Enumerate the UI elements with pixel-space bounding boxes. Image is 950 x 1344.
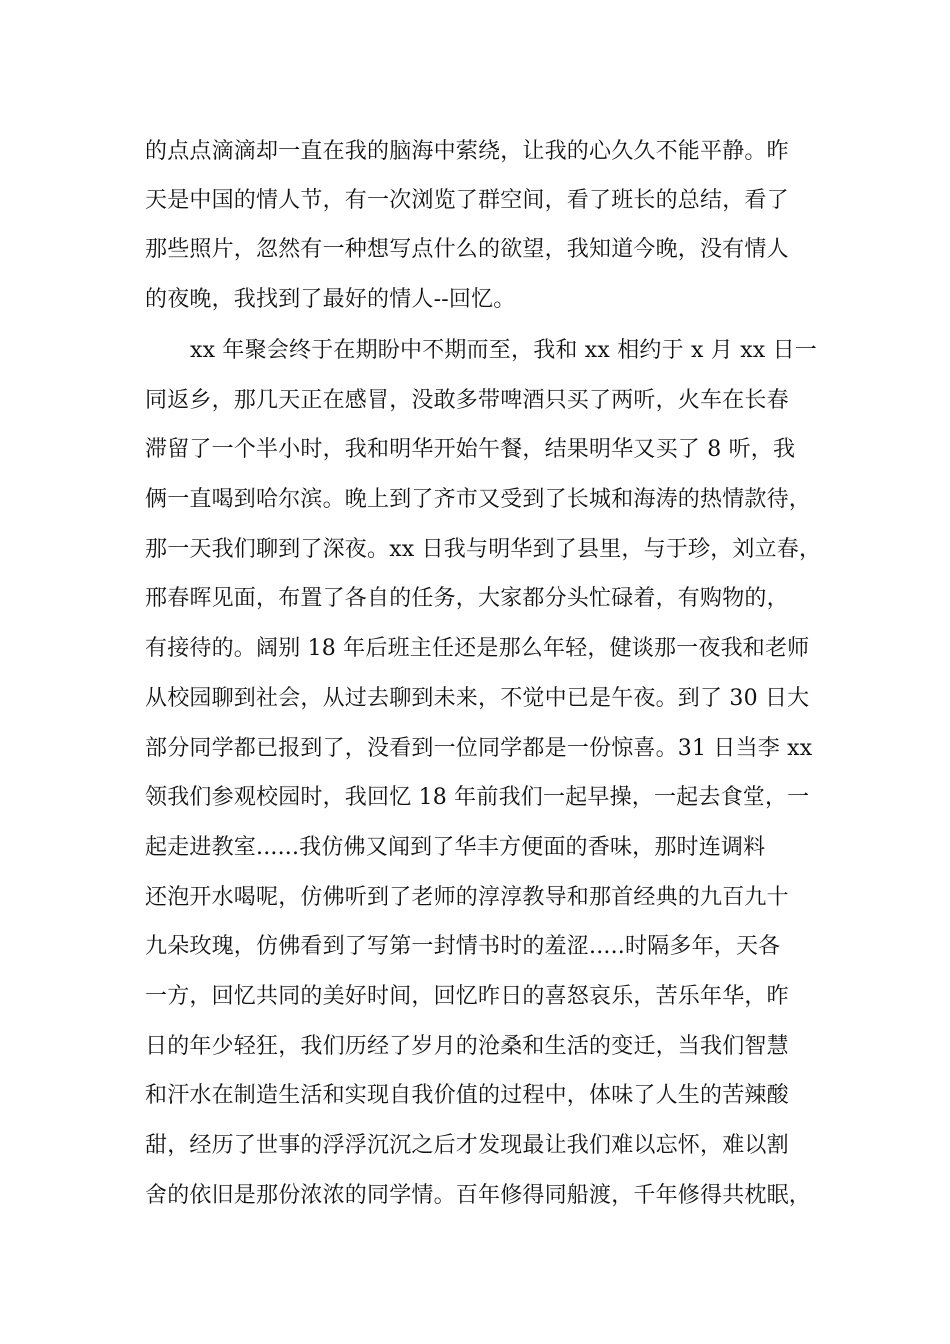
text-line: 舍的依旧是那份浓浓的同学情。百年修得同船渡，千年修得共枕眠，	[145, 1183, 812, 1208]
text-line: 的夜晚，我找到了最好的情人--回忆。	[145, 287, 516, 312]
text-line: 领我们参观校园时，我回忆 18 年前我们一起早操，一起去食堂，一	[145, 785, 810, 810]
text-line: 天是中国的情人节，有一次浏览了群空间，看了班长的总结，看了	[145, 188, 789, 213]
text-line: 滞留了一个半小时，我和明华开始午餐，结果明华又买了 8 听，我	[145, 437, 796, 462]
text-line: 邢春晖见面，布置了各自的任务，大家都分头忙碌着，有购物的，	[145, 586, 789, 611]
text-line: 和汗水在制造生活和实现自我价值的过程中，体味了人生的苦辣酸	[145, 1083, 789, 1108]
text-line: 日的年少轻狂，我们历经了岁月的沧桑和生活的变迁，当我们智慧	[145, 1034, 789, 1059]
text-line: 起走进教室......我仿佛又闻到了华丰方便面的香味，那时连调料	[145, 835, 766, 860]
text-line: 那些照片，忽然有一种想写点什么的欲望，我知道今晚，没有情人	[145, 237, 789, 262]
text-line: 俩一直喝到哈尔滨。晚上到了齐市又受到了长城和海涛的热情款待，	[145, 487, 812, 512]
text-line: 甜，经历了世事的浮浮沉沉之后才发现最让我们难以忘怀，难以割	[145, 1133, 789, 1158]
text-line: 从校园聊到社会，从过去聊到未来，不觉中已是午夜。到了 30 日大	[145, 686, 810, 711]
paragraph-first-line: xx 年聚会终于在期盼中不期而至，我和 xx 相约于 x 月 xx 日一	[190, 338, 818, 363]
text-line: 一方，回忆共同的美好时间，回忆昨日的喜怒哀乐，苦乐年华，昨	[145, 984, 789, 1009]
text-line: 还泡开水喝呢，仿佛听到了老师的淳淳教导和那首经典的九百九十	[145, 885, 789, 910]
text-line: 部分同学都已报到了，没看到一位同学都是一份惊喜。31 日当李 xx	[145, 736, 813, 761]
text-line: 同返乡，那几天正在感冒，没敢多带啤酒只买了两听，火车在长春	[145, 388, 789, 413]
text-line: 有接待的。阔别 18 年后班主任还是那么年轻，健谈那一夜我和老师	[145, 636, 810, 661]
text-line: 那一天我们聊到了深夜。xx 日我与明华到了县里，与于珍，刘立春，	[145, 537, 822, 562]
text-line: 九朵玫瑰，仿佛看到了写第一封情书时的羞涩.....时隔多年，天各	[145, 934, 781, 959]
text-line: 的点点滴滴却一直在我的脑海中萦绕，让我的心久久不能平静。昨	[145, 139, 789, 164]
